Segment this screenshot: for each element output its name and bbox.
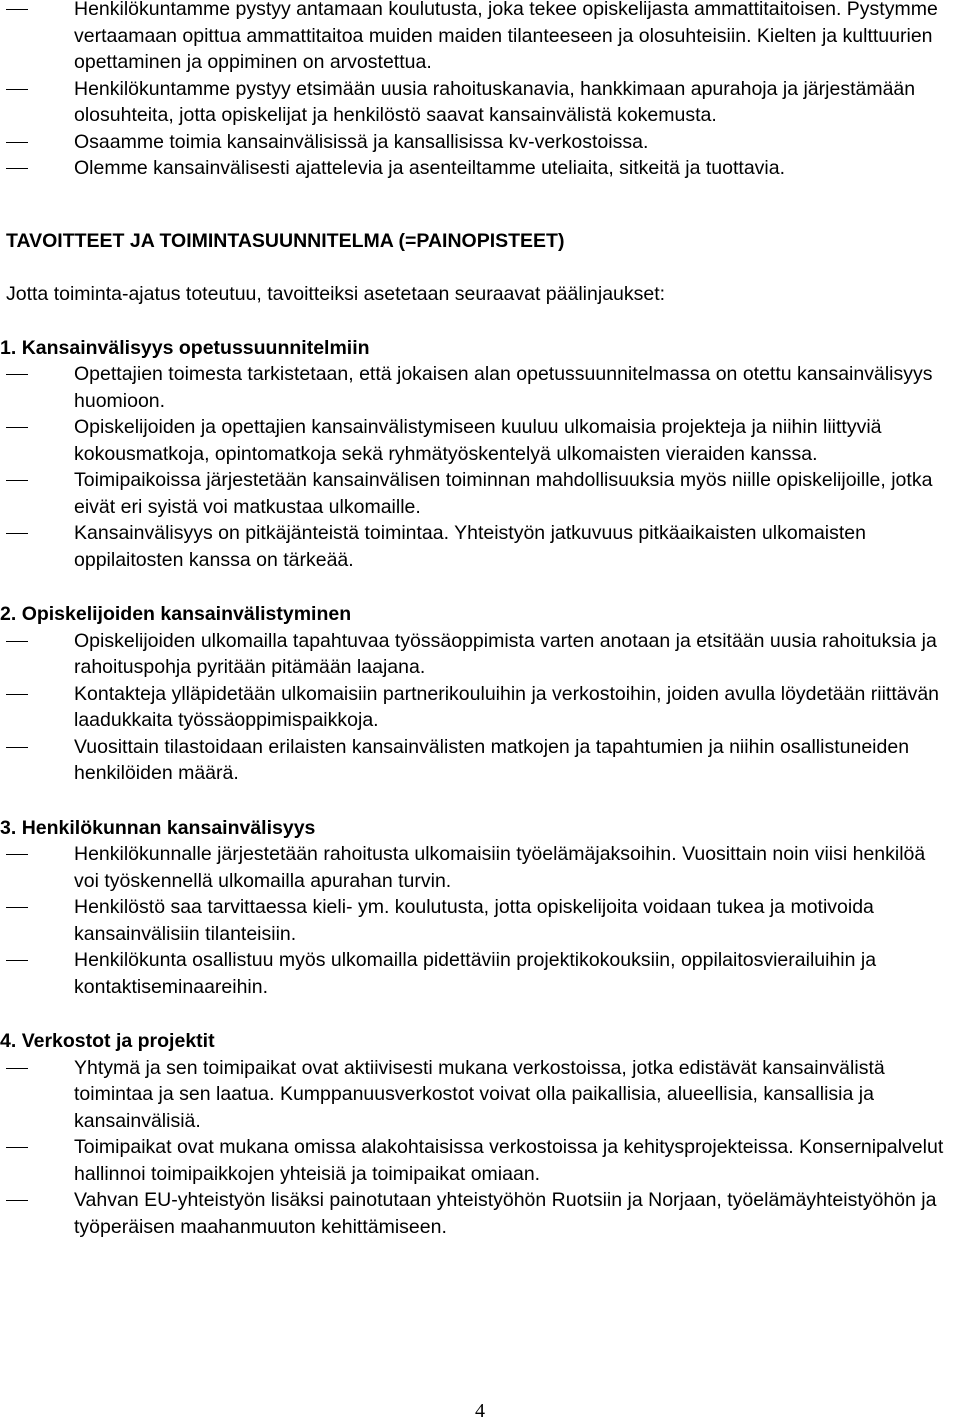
- bullet-text: Henkilökuntamme pystyy antamaan koulutusta, joka tekee opiskelijasta ammattitaitoisen. Pystymme vertaamaan opittua ammattitaitoa muiden maiden tilanteeseen ja olosuhteisiin. Kielten ja kulttuurien opettaminen ja oppiminen on arvostettua.: [74, 0, 938, 73]
- bullet-text: Opiskelijoiden ja opettajien kansainvälistymiseen kuuluu ulkomaisia projekteja ja niihin liittyviä kokousmatkoja, opintomatkoja sekä ryhmätyöskentelyä ulkomaisten vieraiden kanssa.: [74, 416, 882, 465]
- list-item: [0, 520, 960, 573]
- section-number: 3.: [0, 816, 17, 839]
- dash-bullet-icon: [6, 533, 28, 534]
- section-title-text: Kansainvälisyys opetussuunnitelmiin: [21, 336, 370, 359]
- dash-bullet-icon: [6, 480, 28, 481]
- dash-bullet-icon: [6, 960, 28, 961]
- list-item: [0, 1187, 960, 1240]
- lead-paragraph: Jotta toiminta-ajatus toteutuu, tavoitteiksi asetetaan seuraavat päälinjaukset:: [6, 283, 666, 305]
- intro-bullet-list: [0, 0, 960, 182]
- list-item: [0, 841, 960, 894]
- bullet-text: Henkilökunta osallistuu myös ulkomailla pidettäviin projektikokouksiin, oppilaitosvierailuihin ja kontaktiseminaareihin.: [74, 949, 877, 998]
- section-4: [0, 1028, 960, 1240]
- list-item: [0, 1134, 960, 1187]
- list-item: [0, 734, 960, 787]
- dash-bullet-icon: [6, 694, 28, 695]
- bullet-list: [0, 1055, 960, 1241]
- dash-bullet-icon: [6, 374, 28, 375]
- dash-bullet-icon: [6, 168, 28, 169]
- section-number: 4.: [0, 1030, 17, 1052]
- bullet-list: [0, 841, 960, 1000]
- dash-bullet-icon: [6, 1200, 28, 1201]
- bullet-text: Henkilökuntamme pystyy etsimään uusia rahoituskanavia, hankkimaan apurahoja ja järjestämään olosuhteita, jotta opiskelijat ja henkilöstö saavat kansainvälistä kokemusta.: [74, 77, 916, 126]
- list-item: [0, 414, 960, 467]
- dash-bullet-icon: [6, 1068, 28, 1069]
- list-item: [0, 894, 960, 947]
- bullet-list: [0, 361, 960, 573]
- list-item: [0, 361, 960, 414]
- section-title: [0, 335, 960, 362]
- bullet-text: Yhtymä ja sen toimipaikat ovat aktiivisesti mukana verkostoissa, jotka edistävät kansainvälistä toimintaa ja sen laatua. Kumppanuusverkostot voivat olla paikallisia, alueellisia, kansallisia ja kansainvälisiä.: [74, 1056, 885, 1132]
- bullet-text: Vuosittain tilastoidaan erilaisten kansainvälisten matkojen ja tapahtumien ja niihin osallistuneiden henkilöiden määrä.: [74, 735, 910, 784]
- section-title: [0, 815, 960, 842]
- section-number: 1.: [0, 336, 17, 359]
- list-item: [0, 155, 960, 182]
- bullet-text: Toimipaikoissa järjestetään kansainvälisen toiminnan mahdollisuuksia myös niille opiskelijoille, jotka eivät eri syistä voi matkustaa ulkomaille.: [74, 469, 933, 518]
- section-2: [0, 601, 960, 787]
- dash-bullet-icon: [6, 854, 28, 855]
- section-title-text: Verkostot ja projektit: [21, 1030, 215, 1052]
- bullet-text: Opiskelijoiden ulkomailla tapahtuvaa työssäoppimista varten anotaan ja etsitään uusia rahoituksia ja rahoituspohja pyritään pitämään laajana.: [74, 629, 937, 678]
- bullet-text: Opettajien toimesta tarkistetaan, että jokaisen alan opetussuunnitelmassa on otettu kansainvälisyys huomioon.: [74, 363, 933, 412]
- section-3: [0, 815, 960, 1001]
- section-number: 2.: [0, 603, 17, 625]
- bullet-text: Kontakteja ylläpidetään ulkomaisiin partnerikouluihin ja verkostoihin, joiden avulla löydetään riittävän laadukkaita työssäoppimispaikkoja.: [74, 682, 940, 731]
- bullet-text: Vahvan EU-yhteistyön lisäksi painotutaan yhteistyöhön Ruotsiin ja Norjaan, työelämäyhteistyöhön ja työperäisen maahanmuuton kehittämiseen.: [74, 1189, 937, 1238]
- list-item: [0, 76, 960, 129]
- bullet-text: Henkilöstö saa tarvittaessa kieli- ym. koulutusta, jotta opiskelijoita voidaan tukea ja motivoida kansainvälisiin tilanteisiin.: [74, 896, 874, 945]
- section-1: [0, 335, 960, 574]
- dash-bullet-icon: [6, 641, 28, 642]
- bullet-text: Henkilökunnalle järjestetään rahoitusta ulkomaisiin työelämäjaksoihin. Vuosittain noin viisi henkilöä voi työskennellä ulkomailla apurahan turvin.: [74, 843, 926, 892]
- section-title: [0, 601, 960, 628]
- section-title: [0, 1028, 960, 1055]
- list-item: [0, 467, 960, 520]
- list-item: [0, 129, 960, 156]
- list-item: [0, 1055, 960, 1135]
- bullet-text: Kansainvälisyys on pitkäjänteistä toimintaa. Yhteistyön jatkuvuus pitkäaikaisten ulkomaisten oppilaitosten kanssa on tärkeää.: [74, 522, 866, 571]
- bullet-text: Toimipaikat ovat mukana omissa alakohtaisissa verkostoissa ja kehitysprojekteissa. Konsernipalvelut hallinnoi toimipaikkojen yhteisiä ja toimipaikat omiaan.: [74, 1136, 944, 1185]
- section-title-text: Henkilökunnan kansainvälisyys: [21, 816, 316, 839]
- dash-bullet-icon: [6, 9, 28, 10]
- section-heading: TAVOITTEET JA TOIMINTASUUNNITELMA (=PAINOPISTEET): [6, 229, 565, 252]
- section-title-text: Opiskelijoiden kansainvälistyminen: [21, 603, 352, 625]
- dash-bullet-icon: [6, 747, 28, 748]
- list-item: [0, 628, 960, 681]
- dash-bullet-icon: [6, 427, 28, 428]
- dash-bullet-icon: [6, 142, 28, 143]
- dash-bullet-icon: [6, 1147, 28, 1148]
- page-number: 4: [475, 1400, 485, 1422]
- list-item: [0, 0, 960, 76]
- list-item: [0, 681, 960, 734]
- bullet-text: Olemme kansainvälisesti ajattelevia ja asenteiltamme uteliaita, sitkeitä ja tuottavia.: [74, 157, 786, 179]
- bullet-list: [0, 628, 960, 787]
- dash-bullet-icon: [6, 907, 28, 908]
- list-item: [0, 947, 960, 1000]
- bullet-text: Osaamme toimia kansainvälisissä ja kansallisissa kv-verkostoissa.: [74, 130, 649, 153]
- dash-bullet-icon: [6, 89, 28, 90]
